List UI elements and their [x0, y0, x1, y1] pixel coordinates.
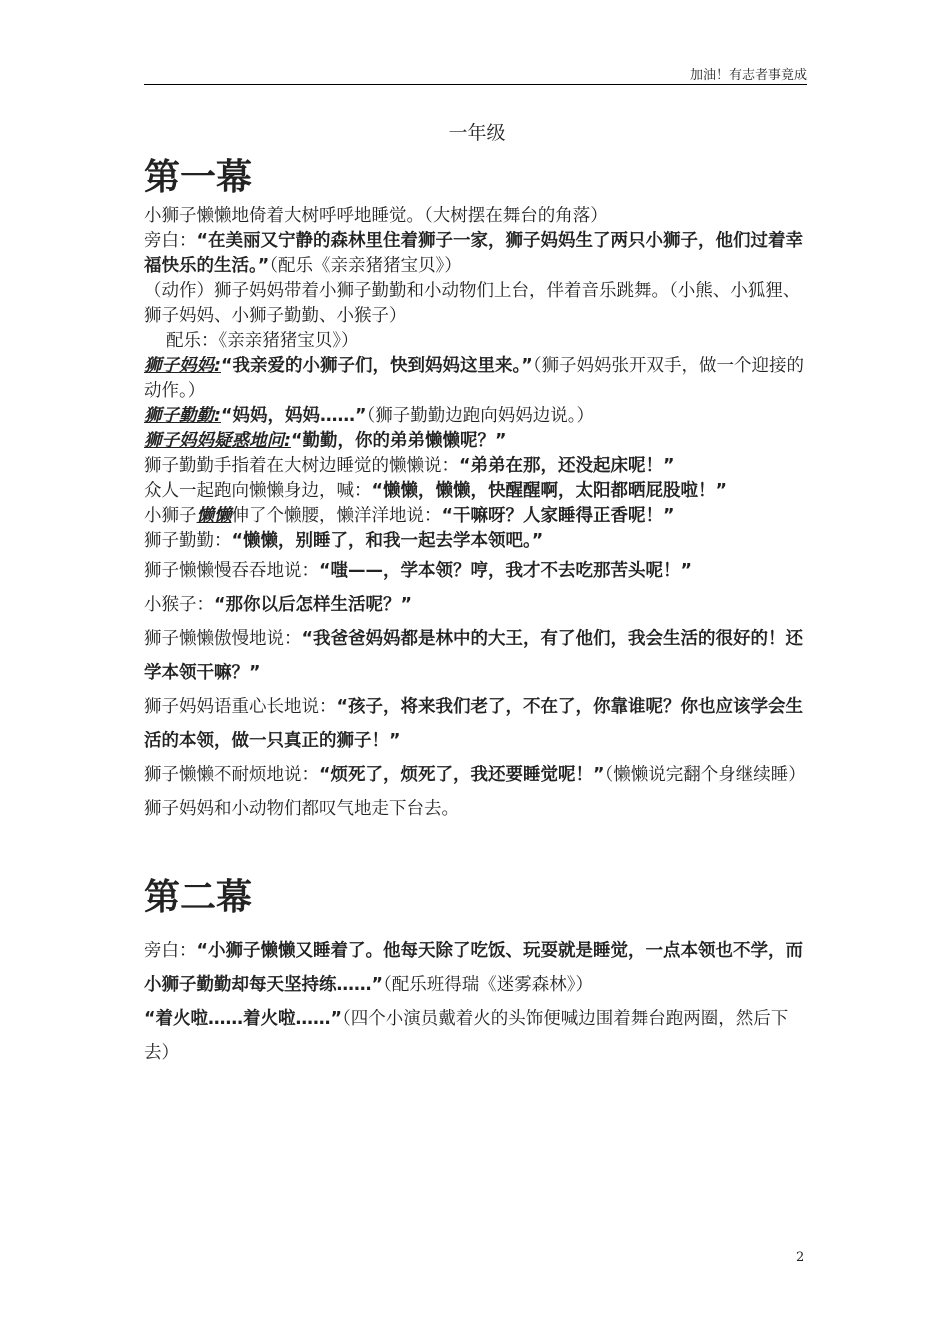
paragraph: 狮子勤勤手指着在大树边睡觉的懒懒说：“弟弟在那，还没起床呢！” — [144, 456, 675, 476]
paragraph: 狮子妈妈:“我亲爱的小狮子们，快到妈妈这里来。”（狮子妈妈张开双手，做一个迎接的动作。） — [144, 356, 805, 401]
paragraph: 众人一起跑向懒懒身边，喊：“懒懒，懒懒，快醒醒啊，太阳都晒屁股啦！” — [144, 481, 728, 501]
paragraph: 旁白：“小狮子懒懒又睡着了。他每天除了吃饭、玩耍就是睡觉，一点本领也不学，而小狮子勤勤却每天坚持练……”（配乐班得瑞《迷雾森林》） — [144, 941, 803, 995]
paragraph: 狮子懒懒慢吞吞地说：“嗤——，学本领？哼，我才不去吃那苦头呢！” — [144, 561, 693, 581]
act-one-title: 第一幕 — [144, 157, 253, 198]
paragraph: 小猴子：“那你以后怎样生活呢？” — [144, 595, 413, 615]
paragraph: 小狮子懒懒伸了个懒腰，懒洋洋地说：“干嘛呀？人家睡得正香呢！” — [144, 506, 675, 526]
document-body — [144, 118, 810, 1070]
paragraph: “着火啦……着火啦……”（四个小演员戴着火的头饰便喊边围着舞台跑两圈，然后下去） — [144, 1009, 789, 1063]
grade-heading: 一年级 — [448, 122, 506, 144]
header-motto: 加油！有志者事竟成 — [689, 68, 807, 83]
paragraph: 狮子勤勤:“妈妈，妈妈……”（狮子勤勤边跑向妈妈边说。） — [144, 406, 595, 426]
paragraph: 配乐：《亲亲猪猪宝贝》） — [166, 331, 359, 351]
act-two-title: 第二幕 — [144, 877, 253, 918]
paragraph: 旁白：“在美丽又宁静的森林里住着狮子一家，狮子妈妈生了两只小狮子，他们过着幸福快乐的生活。”（配乐《亲亲猪猪宝贝》） — [144, 231, 803, 276]
paragraph: 狮子妈妈疑惑地问:“勤勤，你的弟弟懒懒呢？” — [144, 431, 507, 451]
paragraph: 狮子勤勤：“懒懒，别睡了，和我一起去学本领吧。” — [144, 531, 544, 551]
paragraph: 狮子懒懒不耐烦地说：“烦死了，烦死了，我还要睡觉呢！”（懒懒说完翻个身继续睡） — [144, 765, 806, 785]
page-number: 2 — [796, 1250, 805, 1265]
paragraph: 小狮子懒懒地倚着大树呼呼地睡觉。（大树摆在舞台的角落） — [144, 206, 608, 226]
paragraph: 狮子懒懒傲慢地说：“我爸爸妈妈都是林中的大王，有了他们，我会生活的很好的！还学本领干嘛？” — [144, 629, 803, 683]
paragraph: （动作）狮子妈妈带着小狮子勤勤和小动物们上台，伴着音乐跳舞。（小熊、小狐狸、狮子妈妈、小狮子勤勤、小猴子） — [144, 281, 801, 326]
paragraph: 狮子妈妈和小动物们都叹气地走下台去。 — [144, 799, 459, 819]
paragraph: 狮子妈妈语重心长地说：“孩子，将来我们老了，不在了，你靠谁呢？你也应该学会生活的本领，做一只真正的狮子！” — [144, 697, 803, 751]
page-header — [144, 62, 807, 85]
